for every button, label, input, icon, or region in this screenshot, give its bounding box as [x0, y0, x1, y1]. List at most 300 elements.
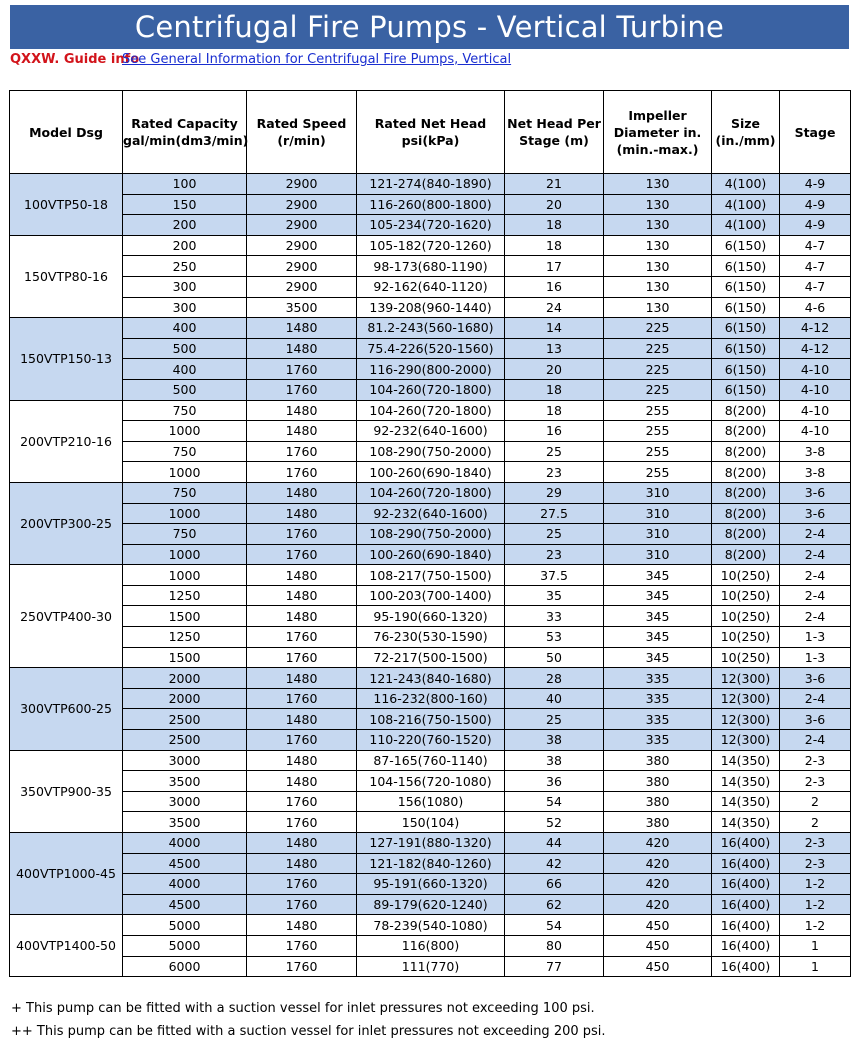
head-per-stage-cell: 53	[505, 627, 604, 648]
speed-cell: 1480	[247, 915, 357, 936]
head-per-stage-cell: 66	[505, 874, 604, 895]
table-row	[10, 318, 851, 339]
net-head-cell: 92-232(640-1600)	[357, 421, 505, 442]
table-row	[10, 421, 851, 442]
table-row	[10, 379, 851, 400]
size-cell: 12(300)	[712, 668, 780, 689]
speed-cell: 2900	[247, 215, 357, 236]
impeller-cell: 345	[604, 606, 712, 627]
stage-cell: 1-3	[780, 627, 851, 648]
speed-cell: 1760	[247, 647, 357, 668]
general-information-link[interactable]: See General Information for Centrifugal Fire Pumps, Vertical	[122, 52, 512, 67]
col-speed-header: Rated Speed (r/min)	[247, 91, 357, 174]
impeller-cell: 130	[604, 297, 712, 318]
capacity-cell: 2500	[123, 730, 247, 751]
col-net-head-header: Rated Net Head psi(kPa)	[357, 91, 505, 174]
col-size-header: Size (in./mm)	[712, 91, 780, 174]
size-cell: 6(150)	[712, 379, 780, 400]
stage-cell: 2-4	[780, 585, 851, 606]
table-row	[10, 482, 851, 503]
speed-cell: 1480	[247, 606, 357, 627]
net-head-cell: 92-162(640-1120)	[357, 276, 505, 297]
pump-specification-table	[9, 90, 851, 977]
speed-cell: 1760	[247, 441, 357, 462]
footnotes	[11, 997, 606, 1043]
impeller-cell: 335	[604, 668, 712, 689]
size-cell: 14(350)	[712, 812, 780, 833]
speed-cell: 2900	[247, 276, 357, 297]
net-head-cell: 104-260(720-1800)	[357, 400, 505, 421]
speed-cell: 1480	[247, 833, 357, 854]
net-head-cell: 100-260(690-1840)	[357, 462, 505, 483]
head-per-stage-cell: 14	[505, 318, 604, 339]
capacity-cell: 400	[123, 318, 247, 339]
net-head-cell: 127-191(880-1320)	[357, 833, 505, 854]
model-cell: 350VTP900-35	[10, 750, 123, 832]
size-cell: 16(400)	[712, 853, 780, 874]
head-per-stage-cell: 28	[505, 668, 604, 689]
col-stage-header: Stage	[780, 91, 851, 174]
speed-cell: 1760	[247, 379, 357, 400]
speed-cell: 1760	[247, 894, 357, 915]
net-head-cell: 108-217(750-1500)	[357, 565, 505, 586]
capacity-cell: 3000	[123, 750, 247, 771]
impeller-cell: 345	[604, 565, 712, 586]
head-per-stage-cell: 23	[505, 544, 604, 565]
guide-info-line	[10, 51, 511, 69]
stage-cell: 2-4	[780, 544, 851, 565]
size-cell: 6(150)	[712, 297, 780, 318]
capacity-cell: 750	[123, 400, 247, 421]
stage-cell: 2-4	[780, 565, 851, 586]
table-row	[10, 441, 851, 462]
size-cell: 16(400)	[712, 915, 780, 936]
net-head-cell: 95-191(660-1320)	[357, 874, 505, 895]
capacity-cell: 1500	[123, 647, 247, 668]
col-model-header: Model Dsg	[10, 91, 123, 174]
stage-cell: 1-2	[780, 894, 851, 915]
head-per-stage-cell: 54	[505, 915, 604, 936]
stage-cell: 3-6	[780, 709, 851, 730]
capacity-cell: 200	[123, 215, 247, 236]
size-cell: 8(200)	[712, 524, 780, 545]
table-row	[10, 297, 851, 318]
impeller-cell: 420	[604, 894, 712, 915]
size-cell: 8(200)	[712, 503, 780, 524]
head-per-stage-cell: 33	[505, 606, 604, 627]
head-per-stage-cell: 24	[505, 297, 604, 318]
size-cell: 8(200)	[712, 544, 780, 565]
head-per-stage-cell: 38	[505, 730, 604, 751]
table-row	[10, 812, 851, 833]
size-cell: 6(150)	[712, 235, 780, 256]
impeller-cell: 130	[604, 276, 712, 297]
stage-cell: 2-3	[780, 853, 851, 874]
size-cell: 16(400)	[712, 894, 780, 915]
table-row	[10, 194, 851, 215]
impeller-cell: 450	[604, 915, 712, 936]
capacity-cell: 300	[123, 276, 247, 297]
net-head-cell: 108-290(750-2000)	[357, 441, 505, 462]
stage-cell: 2-4	[780, 606, 851, 627]
table-row	[10, 647, 851, 668]
size-cell: 14(350)	[712, 791, 780, 812]
model-cell: 200VTP300-25	[10, 482, 123, 564]
head-per-stage-cell: 16	[505, 276, 604, 297]
head-per-stage-cell: 36	[505, 771, 604, 792]
impeller-cell: 450	[604, 956, 712, 977]
impeller-cell: 420	[604, 853, 712, 874]
impeller-cell: 130	[604, 174, 712, 195]
impeller-cell: 225	[604, 379, 712, 400]
table-row	[10, 853, 851, 874]
impeller-cell: 380	[604, 771, 712, 792]
table-row	[10, 524, 851, 545]
speed-cell: 2900	[247, 174, 357, 195]
head-per-stage-cell: 25	[505, 441, 604, 462]
stage-cell: 1-3	[780, 647, 851, 668]
head-per-stage-cell: 18	[505, 379, 604, 400]
net-head-cell: 116-290(800-2000)	[357, 359, 505, 380]
capacity-cell: 3500	[123, 771, 247, 792]
speed-cell: 1480	[247, 482, 357, 503]
capacity-cell: 1500	[123, 606, 247, 627]
head-per-stage-cell: 80	[505, 935, 604, 956]
capacity-cell: 750	[123, 482, 247, 503]
impeller-cell: 380	[604, 812, 712, 833]
capacity-cell: 750	[123, 524, 247, 545]
table-row	[10, 956, 851, 977]
head-per-stage-cell: 25	[505, 524, 604, 545]
impeller-cell: 130	[604, 215, 712, 236]
impeller-cell: 335	[604, 709, 712, 730]
speed-cell: 1480	[247, 853, 357, 874]
stage-cell: 2-4	[780, 524, 851, 545]
capacity-cell: 200	[123, 235, 247, 256]
size-cell: 10(250)	[712, 606, 780, 627]
net-head-cell: 92-232(640-1600)	[357, 503, 505, 524]
head-per-stage-cell: 44	[505, 833, 604, 854]
page-title-banner	[10, 5, 849, 49]
speed-cell: 2900	[247, 194, 357, 215]
impeller-cell: 345	[604, 647, 712, 668]
head-per-stage-cell: 23	[505, 462, 604, 483]
capacity-cell: 6000	[123, 956, 247, 977]
table-row	[10, 338, 851, 359]
head-per-stage-cell: 62	[505, 894, 604, 915]
capacity-cell: 1250	[123, 627, 247, 648]
stage-cell: 1	[780, 956, 851, 977]
table-row	[10, 400, 851, 421]
net-head-cell: 104-260(720-1800)	[357, 482, 505, 503]
net-head-cell: 104-260(720-1800)	[357, 379, 505, 400]
head-per-stage-cell: 18	[505, 400, 604, 421]
net-head-cell: 78-239(540-1080)	[357, 915, 505, 936]
table-row	[10, 462, 851, 483]
speed-cell: 1480	[247, 750, 357, 771]
size-cell: 10(250)	[712, 585, 780, 606]
net-head-cell: 75.4-226(520-1560)	[357, 338, 505, 359]
net-head-cell: 105-182(720-1260)	[357, 235, 505, 256]
model-cell: 400VTP1400-50	[10, 915, 123, 977]
net-head-cell: 116(800)	[357, 935, 505, 956]
speed-cell: 1480	[247, 338, 357, 359]
capacity-cell: 2500	[123, 709, 247, 730]
size-cell: 16(400)	[712, 833, 780, 854]
size-cell: 4(100)	[712, 194, 780, 215]
head-per-stage-cell: 50	[505, 647, 604, 668]
head-per-stage-cell: 25	[505, 709, 604, 730]
head-per-stage-cell: 20	[505, 359, 604, 380]
capacity-cell: 5000	[123, 915, 247, 936]
table-body	[10, 174, 851, 977]
impeller-cell: 335	[604, 688, 712, 709]
net-head-cell: 116-232(800-160)	[357, 688, 505, 709]
head-per-stage-cell: 42	[505, 853, 604, 874]
impeller-cell: 225	[604, 359, 712, 380]
stage-cell: 3-6	[780, 668, 851, 689]
net-head-cell: 108-216(750-1500)	[357, 709, 505, 730]
impeller-cell: 310	[604, 503, 712, 524]
size-cell: 12(300)	[712, 730, 780, 751]
stage-cell: 4-7	[780, 235, 851, 256]
stage-cell: 2-4	[780, 688, 851, 709]
speed-cell: 1480	[247, 421, 357, 442]
impeller-cell: 255	[604, 421, 712, 442]
head-per-stage-cell: 40	[505, 688, 604, 709]
speed-cell: 1480	[247, 585, 357, 606]
head-per-stage-cell: 17	[505, 256, 604, 277]
net-head-cell: 111(770)	[357, 956, 505, 977]
stage-cell: 1-2	[780, 874, 851, 895]
impeller-cell: 345	[604, 585, 712, 606]
capacity-cell: 4500	[123, 894, 247, 915]
net-head-cell: 121-182(840-1260)	[357, 853, 505, 874]
table-row	[10, 874, 851, 895]
net-head-cell: 95-190(660-1320)	[357, 606, 505, 627]
speed-cell: 1760	[247, 627, 357, 648]
stage-cell: 3-8	[780, 462, 851, 483]
head-per-stage-cell: 35	[505, 585, 604, 606]
capacity-cell: 500	[123, 379, 247, 400]
model-cell: 100VTP50-18	[10, 174, 123, 236]
stage-cell: 4-9	[780, 174, 851, 195]
stage-cell: 3-6	[780, 482, 851, 503]
size-cell: 14(350)	[712, 771, 780, 792]
table-row	[10, 915, 851, 936]
table-row	[10, 256, 851, 277]
size-cell: 6(150)	[712, 338, 780, 359]
page-title: Centrifugal Fire Pumps - Vertical Turbine	[134, 10, 725, 44]
size-cell: 6(150)	[712, 276, 780, 297]
capacity-cell: 1000	[123, 462, 247, 483]
model-cell: 150VTP150-13	[10, 318, 123, 400]
capacity-cell: 1000	[123, 544, 247, 565]
stage-cell: 2	[780, 791, 851, 812]
stage-cell: 2	[780, 812, 851, 833]
size-cell: 12(300)	[712, 709, 780, 730]
capacity-cell: 500	[123, 338, 247, 359]
footnote: + This pump can be fitted with a suction vessel for inlet pressures not exceeding 100 psi.	[11, 1001, 595, 1016]
table-row	[10, 544, 851, 565]
impeller-cell: 310	[604, 482, 712, 503]
impeller-cell: 130	[604, 256, 712, 277]
stage-cell: 2-4	[780, 730, 851, 751]
head-per-stage-cell: 18	[505, 215, 604, 236]
size-cell: 10(250)	[712, 627, 780, 648]
stage-cell: 4-12	[780, 338, 851, 359]
size-cell: 14(350)	[712, 750, 780, 771]
impeller-cell: 380	[604, 750, 712, 771]
head-per-stage-cell: 52	[505, 812, 604, 833]
impeller-cell: 380	[604, 791, 712, 812]
head-per-stage-cell: 37.5	[505, 565, 604, 586]
footnote: ++ This pump can be fitted with a suction vessel for inlet pressures not exceeding 200 psi.	[11, 1024, 606, 1039]
stage-cell: 1	[780, 935, 851, 956]
col-head-per-stage-header: Net Head Per Stage (m)	[505, 91, 604, 174]
capacity-cell: 300	[123, 297, 247, 318]
impeller-cell: 335	[604, 730, 712, 751]
table-row	[10, 833, 851, 854]
stage-cell: 4-12	[780, 318, 851, 339]
impeller-cell: 420	[604, 874, 712, 895]
speed-cell: 2900	[247, 235, 357, 256]
capacity-cell: 3500	[123, 812, 247, 833]
head-per-stage-cell: 77	[505, 956, 604, 977]
head-per-stage-cell: 18	[505, 235, 604, 256]
speed-cell: 2900	[247, 256, 357, 277]
table-row	[10, 503, 851, 524]
capacity-cell: 2000	[123, 668, 247, 689]
capacity-cell: 1000	[123, 503, 247, 524]
size-cell: 10(250)	[712, 647, 780, 668]
stage-cell: 4-10	[780, 359, 851, 380]
stage-cell: 2-3	[780, 750, 851, 771]
table-row	[10, 709, 851, 730]
net-head-cell: 108-290(750-2000)	[357, 524, 505, 545]
impeller-cell: 310	[604, 544, 712, 565]
table-row	[10, 606, 851, 627]
stage-cell: 3-6	[780, 503, 851, 524]
net-head-cell: 139-208(960-1440)	[357, 297, 505, 318]
capacity-cell: 5000	[123, 935, 247, 956]
size-cell: 4(100)	[712, 174, 780, 195]
table-row	[10, 771, 851, 792]
impeller-cell: 450	[604, 935, 712, 956]
capacity-cell: 4000	[123, 874, 247, 895]
head-per-stage-cell: 54	[505, 791, 604, 812]
head-per-stage-cell: 20	[505, 194, 604, 215]
net-head-cell: 110-220(760-1520)	[357, 730, 505, 751]
net-head-cell: 121-243(840-1680)	[357, 668, 505, 689]
speed-cell: 1760	[247, 730, 357, 751]
capacity-cell: 1000	[123, 565, 247, 586]
size-cell: 16(400)	[712, 956, 780, 977]
impeller-cell: 225	[604, 318, 712, 339]
table-row	[10, 894, 851, 915]
stage-cell: 4-7	[780, 256, 851, 277]
table-row	[10, 750, 851, 771]
speed-cell: 1480	[247, 565, 357, 586]
speed-cell: 1760	[247, 359, 357, 380]
stage-cell: 4-9	[780, 194, 851, 215]
size-cell: 4(100)	[712, 215, 780, 236]
capacity-cell: 4500	[123, 853, 247, 874]
impeller-cell: 225	[604, 338, 712, 359]
net-head-cell: 156(1080)	[357, 791, 505, 812]
net-head-cell: 100-260(690-1840)	[357, 544, 505, 565]
speed-cell: 1760	[247, 462, 357, 483]
table-row	[10, 276, 851, 297]
model-cell: 150VTP80-16	[10, 235, 123, 317]
size-cell: 10(250)	[712, 565, 780, 586]
size-cell: 8(200)	[712, 441, 780, 462]
size-cell: 12(300)	[712, 688, 780, 709]
table-row	[10, 935, 851, 956]
table-row	[10, 565, 851, 586]
table-row	[10, 359, 851, 380]
model-cell: 300VTP600-25	[10, 668, 123, 750]
speed-cell: 1760	[247, 956, 357, 977]
capacity-cell: 1250	[123, 585, 247, 606]
stage-cell: 4-10	[780, 421, 851, 442]
stage-cell: 1-2	[780, 915, 851, 936]
size-cell: 6(150)	[712, 359, 780, 380]
head-per-stage-cell: 16	[505, 421, 604, 442]
speed-cell: 1480	[247, 318, 357, 339]
speed-cell: 1760	[247, 688, 357, 709]
speed-cell: 1480	[247, 709, 357, 730]
capacity-cell: 4000	[123, 833, 247, 854]
capacity-cell: 1000	[123, 421, 247, 442]
table-row	[10, 585, 851, 606]
net-head-cell: 105-234(720-1620)	[357, 215, 505, 236]
capacity-cell: 150	[123, 194, 247, 215]
stage-cell: 2-3	[780, 833, 851, 854]
head-per-stage-cell: 13	[505, 338, 604, 359]
speed-cell: 1760	[247, 935, 357, 956]
table-row	[10, 730, 851, 751]
capacity-cell: 3000	[123, 791, 247, 812]
table-row	[10, 688, 851, 709]
net-head-cell: 116-260(800-1800)	[357, 194, 505, 215]
net-head-cell: 100-203(700-1400)	[357, 585, 505, 606]
table-row	[10, 791, 851, 812]
stage-cell: 2-3	[780, 771, 851, 792]
table-row	[10, 668, 851, 689]
head-per-stage-cell: 38	[505, 750, 604, 771]
size-cell: 8(200)	[712, 482, 780, 503]
speed-cell: 1480	[247, 668, 357, 689]
net-head-cell: 104-156(720-1080)	[357, 771, 505, 792]
size-cell: 16(400)	[712, 874, 780, 895]
speed-cell: 1760	[247, 874, 357, 895]
size-cell: 6(150)	[712, 318, 780, 339]
model-cell: 400VTP1000-45	[10, 833, 123, 915]
stage-cell: 4-10	[780, 379, 851, 400]
model-cell: 250VTP400-30	[10, 565, 123, 668]
table-row	[10, 235, 851, 256]
speed-cell: 1760	[247, 791, 357, 812]
size-cell: 8(200)	[712, 421, 780, 442]
impeller-cell: 255	[604, 441, 712, 462]
head-per-stage-cell: 29	[505, 482, 604, 503]
col-impeller-header: Impeller Diameter in.(min.-max.)	[604, 91, 712, 174]
speed-cell: 1760	[247, 524, 357, 545]
head-per-stage-cell: 27.5	[505, 503, 604, 524]
impeller-cell: 345	[604, 627, 712, 648]
net-head-cell: 150(104)	[357, 812, 505, 833]
